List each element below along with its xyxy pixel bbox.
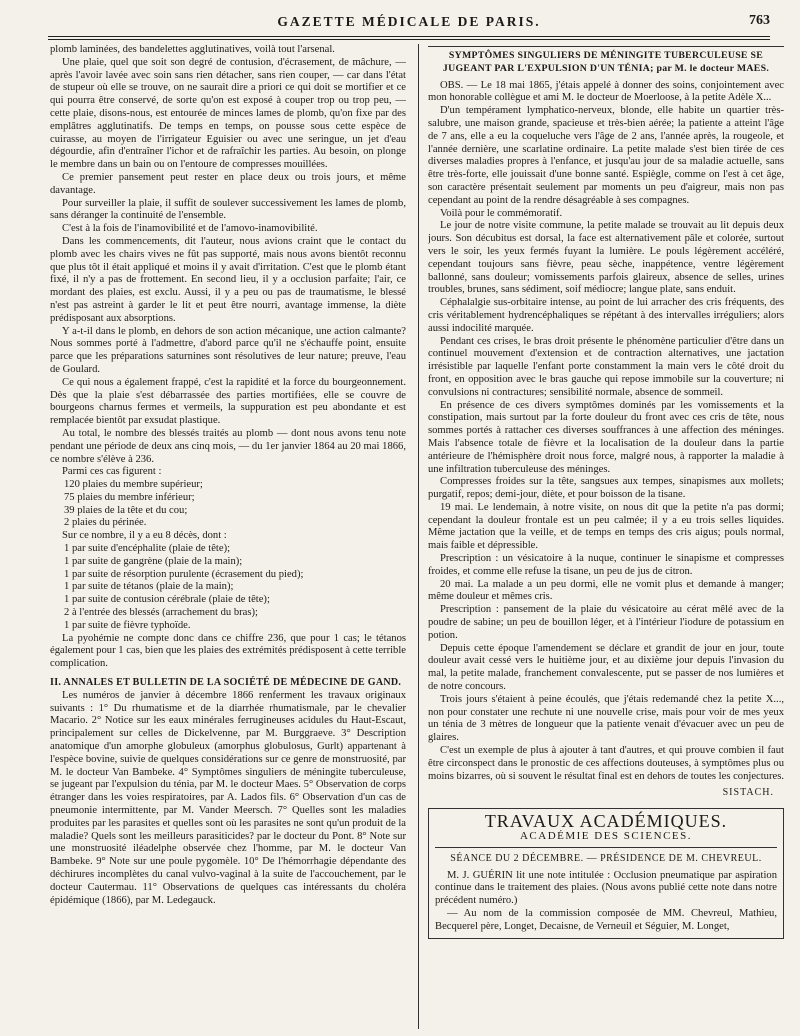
paragraph: Au total, le nombre des blessés traités au plomb — dont nous avons tenu note pendant une période de deux ans cinq mois, — du 1er janvier 1864 au 20 mai 1866, ce nombre s'élève à 236. — [50, 427, 406, 465]
list-item: 1 par suite de contusion cérébrale (plaie de tête); — [64, 594, 270, 606]
paragraph: Une plaie, quel que soit son degré de contusion, d'écrasement, de mâchure, — après l'avoir lavée avec soin sans rien détacher, sans rien couper, — car dans l'état de stupeur où elle se trouve, on ne saurait dire a priori ce qui doit se mortifier et ce qui pourra être conservé, de sorte qu'on est exposé à couper trop ou trop peu, — cette plaie, disons-nous, est entourée de minces lames de plomb, qu'on fixe par des emplâtres agglutinatifs. De temps en temps, on pousse sous cette espèce de cuirasse, au moyen de l'irrigateur Eguisier ou avec une seringue, un jet d'eau dégourdie, afin d'entraîner l'ichor et de rafraîchir les parties. Au besoin, on plonge le membre dans un bain ou on l'entoure de compresses mouillées. — [50, 56, 406, 171]
paragraph: 19 mai. Le lendemain, à notre visite, on nous dit que la petite n'a pas dormi; cependant la douleur frontale est un peu calmée; il y a eu trois selles liquides. Même jactation que la veille, et de temps en temps des cris aigus; pouls normal, mais faible et dépressible. — [428, 501, 784, 552]
list-item: 1 par suite de tétanos (plaie de la main); — [64, 581, 234, 593]
paragraph: La pyohémie ne compte donc dans ce chiffre 236, que pour 1 cas; le tétanos également pour 1 cas, bien que les plaies des extrémités prédisposent à cette terrible complication. — [50, 632, 406, 670]
right-column — [428, 44, 784, 1029]
list-item: 2 plaies du périnée. — [64, 517, 147, 529]
paragraph: Y a-t-il dans le plomb, en dehors de son action mécanique, une action calmante? Nous sommes porté à l'admettre, d'abord parce qu'il ne s'échauffe point, ensuite parce que les préparations saturnines sont résolutives de leur nature; preuve, l'eau de Goulard. — [50, 325, 406, 375]
list-item: 1 par suite de gangrène (plaie de la main); — [64, 555, 243, 567]
page-header — [48, 12, 770, 37]
left-column — [50, 44, 406, 1029]
paragraph: OBS. — Le 18 mai 1865, j'étais appelé à donner des soins, conjointement avec mon honorable collègue et ami M. le docteur de Moerloose, à la petite Adèle X... — [428, 79, 784, 104]
list-item: 1 par suite de résorption purulente (écrasement du pied); — [64, 568, 304, 580]
list-intro: Sur ce nombre, il y a eu 8 décès, dont : — [62, 530, 227, 542]
list-item: 39 plaies de la tête et du cou; — [64, 504, 188, 516]
paragraph: Le jour de notre visite commune, la petite malade se trouvait au lit depuis deux jours. Son décubitus est dorsal, la face est alternativement pâle et colorée, surtout vers le soir, les yeux fermés fuyant la lumière. Le pouls légèrement accéléré, cependant toujours sans fièvre, peau sèche, inappétence, ventre légèrement ballonné, sans douleur; vomissements parfois glaireux, absence de selles, urines troubles, brunes, sans sédiment, soif médiocre; langue plate, sans enduit. — [428, 220, 784, 296]
paragraph: Céphalalgie sus-orbitaire intense, au point de lui arracher des cris fréquents, des cris véritablement hydrencéphaliques se répétant à des intervalles irréguliers; alors aussi indocilité marquée. — [428, 297, 784, 334]
death-list — [50, 543, 406, 633]
paragraph: Voilà pour le commémoratif. — [440, 207, 563, 219]
paragraph: Pendant ces crises, le bras droit présente le phénomène particulier d'être dans un continuel mouvement d'extension et de contraction alternatives, une jactation irrésistible par laquelle l'enfant porte constamment la main vers le côté droit du front, en opposition avec le bras gauche qui repose immobile sur la couverture; ni convulsions ni contractures; sensibilité normale, absence de sommeil. — [428, 335, 784, 398]
journal-title: GAZETTE MÉDICALE DE PARIS. — [277, 14, 541, 29]
page-number: 763 — [749, 13, 770, 28]
list-item: 2 à l'entrée des blessés (arrachement du bras); — [64, 607, 258, 619]
paragraph: Les numéros de janvier à décembre 1866 renferment les travaux originaux suivants : 1° Du rhumatisme et de la diarrhée rhumatismale, par le chevalier Macario. 2° Notice sur les eaux minérales ferrugineuses acidules du Haut-Escaut, principalement sur celles de Dickelvenne, par M. Burggraeve. 3° Description anatomique d'un amorphe globuleux (amorphus globulosus, Gurlt) appartenant à l'espèce bovine, suivie de quelques considérations sur ce genre de monstruosité, par M. le docteur Van Bambeke. 4° Symptômes singuliers de méningite tuberculeuse, se jugeant par l'expulsion du ténia, par M. le docteur Maes. 5° Observation de corps étranger dans les voies respiratoires, par A. Lados fils. 6° Observation d'un cas de pneumonie intermittente, par M. Vander Meersch. 7° Quelles sont les maladies produites par les parasites et quelles sont où les parasites ne sont qu'un produit de la maladie? Quels sont les meilleurs parasiticides? par le docteur du Pont. 8° Note sur une monstruosité iléadelphe observée chez l'homme, par M. le docteur Van Bambeke. 9° Note sur une poule pygomèle. 10° De l'hémorrhagie dépendante des déchirures incomplètes du canal vulvo-vaginal à la suite de l'accouchement, par le docteur Cautermau. 11° Observations de quelques cas intéressants du choléra épidémique (1866), par M. Ledegauck. — [50, 689, 406, 906]
paragraph: Depuis cette époque l'amendement se déclare et grandit de jour en jour, toute douleur avait cessé vers le huitième jour, et au dixième jour depuis l'invasion du mal, la petite malade, franchement convalescente, put se passer de nos lumières et de notre concours. — [428, 642, 784, 693]
paragraph: D'un tempérament lymphatico-nerveux, blonde, elle habite un quartier très-salubre, une maison grande, spacieuse et très-bien aérée; la patiente a atteint l'âge de 7 ans, elle a eu la coqueluche vers l'âge de 2 ans, l'année après, la rougeole, et l'année dernière, une scarlatine ordinaire. La petite malade s'est bien tirée de ces diverses maladies propres à l'enfance, et jusqu'au jour de sa maladie actuelle, sans être très-forte, elle jouissait d'une bonne santé. Espiègle, comme on l'est à cet âge, son caractère présentait seulement par moments un peu d'aigreur, mais non pas cependant au point de la rendre désagréable à ses compagnes. — [428, 105, 784, 206]
list-item: 120 plaies du membre supérieur; — [64, 479, 203, 491]
header-rule — [48, 39, 770, 40]
paragraph: Prescription : pansement de la plaie du vésicatoire au cérat mêlé avec de la poudre de sabine; un peu de bouillon léger, et à l'intérieur l'iodure de potassium en potion. — [428, 604, 784, 641]
column-divider — [418, 44, 419, 1029]
section-title: TRAVAUX ACADÉMIQUES. — [484, 811, 728, 832]
paragraph: Trois jours s'étaient à peine écoulés, que j'étais redemandé chez la petite X..., non pour constater une rechute ni une nouvelle crise, mais pour voir de mes yeux un ténia de 3 mètres de longueur que la patiente venait d'évacuer avec un peu de glaires. — [428, 693, 784, 744]
paragraph: C'est un exemple de plus à ajouter à tant d'autres, et qui prouve combien il faut être circonspect dans le pronostic de ces affections douteuses, à symptômes plus ou moins bizarres, où si souvent le résultat final est en dehors de toutes les conjectures. — [428, 745, 784, 782]
author-signature: SISTACH. — [722, 787, 774, 799]
paragraph: — Au nom de la commission composée de MM. Chevreul, Mathieu, Becquerel père, Longet, Decaisne, de Verneuil et Séguier, M. Longet, — [435, 908, 777, 932]
paragraph: 20 mai. La malade a un peu dormi, elle ne vomit plus et demande à manger; même douleur et mêmes cris. — [428, 578, 784, 603]
academic-works-section — [428, 808, 784, 938]
paragraph: Pour surveiller la plaie, il suffit de soulever successivement les lames de plomb, sans déranger la continuité de l'ensemble. — [50, 197, 406, 222]
paragraph: C'est à la fois de l'inamovibilité et de l'amovo-inamovibilité. — [62, 223, 318, 235]
session-heading: SÉANCE DU 2 DÉCEMBRE. — PRÉSIDENCE DE M. CHEVREUL. — [450, 852, 762, 864]
paragraph: Ce qui nous a également frappé, c'est la rapidité et la force du bourgeonnement. Dès que la plaie s'est débarrassée des parties mortifiées, elle se couvre de bourgeons charnus fermes et vermeils, la suppuration est peu abondante et est remplacée bientôt par exsudat plastique. — [50, 376, 406, 427]
list-item: 1 par suite d'encéphalite (plaie de tête); — [64, 543, 231, 555]
wound-list — [50, 479, 406, 530]
paragraph: Prescription : un vésicatoire à la nuque, continuer le sinapisme et compresses froides, et comme elle refuse la tisane, un peu de jus de citron. — [428, 553, 784, 577]
list-intro: Parmi ces cas figurent : — [62, 466, 162, 478]
article-title: SYMPTÔMES SINGULIERS DE MÉNINGITE TUBERCULEUSE SE JUGEANT PAR L'EXPULSION D'UN TÉNIA; par M. le docteur MAES. — [428, 46, 784, 76]
paragraph: Dans les commencements, dit l'auteur, nous avions craint que le contact du plomb avec les chairs vives ne fût pas supporté, mais nous avons bientôt reconnu que plus tôt il était appliqué et moins il y avait d'irritation. C'est que le plomb étant fixé, il n'y a pas de frottement. En second lieu, il y a occlusion parfaite; l'air, ce mordant des plaies, est exclu. Aussi, il y a peu ou pas de traumatisme, le blessé n'est pas astreint à garder le lit et peut être nourri, avantage immense, la diète prédisposant aux absorptions. — [50, 235, 406, 324]
list-item: 75 plaies du membre inférieur; — [64, 491, 195, 503]
paragraph: M. J. GUÉRIN lit une note intitulée : Occlusion pneumatique par aspiration continue dans le traitement des plaies. (Nous avons publié cette note dans notre précédent numéro.) — [435, 869, 777, 907]
paragraph: plomb laminées, des bandelettes agglutinatives, voilà tout l'arsenal. — [50, 44, 335, 55]
section-subtitle: ACADÉMIE DES SCIENCES. — [435, 830, 777, 848]
list-item: 1 par suite de fièvre typhoïde. — [64, 619, 191, 631]
paragraph: En présence de ces divers symptômes dominés par les vomissements et la constipation, mais surtout par la forte douleur du front avec ces cris de tête, nous sommes portés à rattacher ces diverses souffrances à une affection des méninges. Mais l'absence totale de fièvre et la localisation de la douleur dans la partie antérieure de l'hémisphère droit nous force, malgré nous, à rapporter la maladie à une infiltration tuberculeuse des méninges. — [428, 399, 784, 475]
paragraph: Ce premier pansement peut rester en place deux ou trois jours, et même davantage. — [50, 171, 406, 196]
paragraph: Compresses froides sur la tête, sangsues aux tempes, sinapismes aux mollets; purgatif, repos; demi-jour, diète, et pour boisson de la tisane. — [428, 476, 784, 501]
section-heading: II. ANNALES ET BULLETIN DE LA SOCIÉTÉ DE MÉDECINE DE GAND. — [50, 677, 402, 689]
